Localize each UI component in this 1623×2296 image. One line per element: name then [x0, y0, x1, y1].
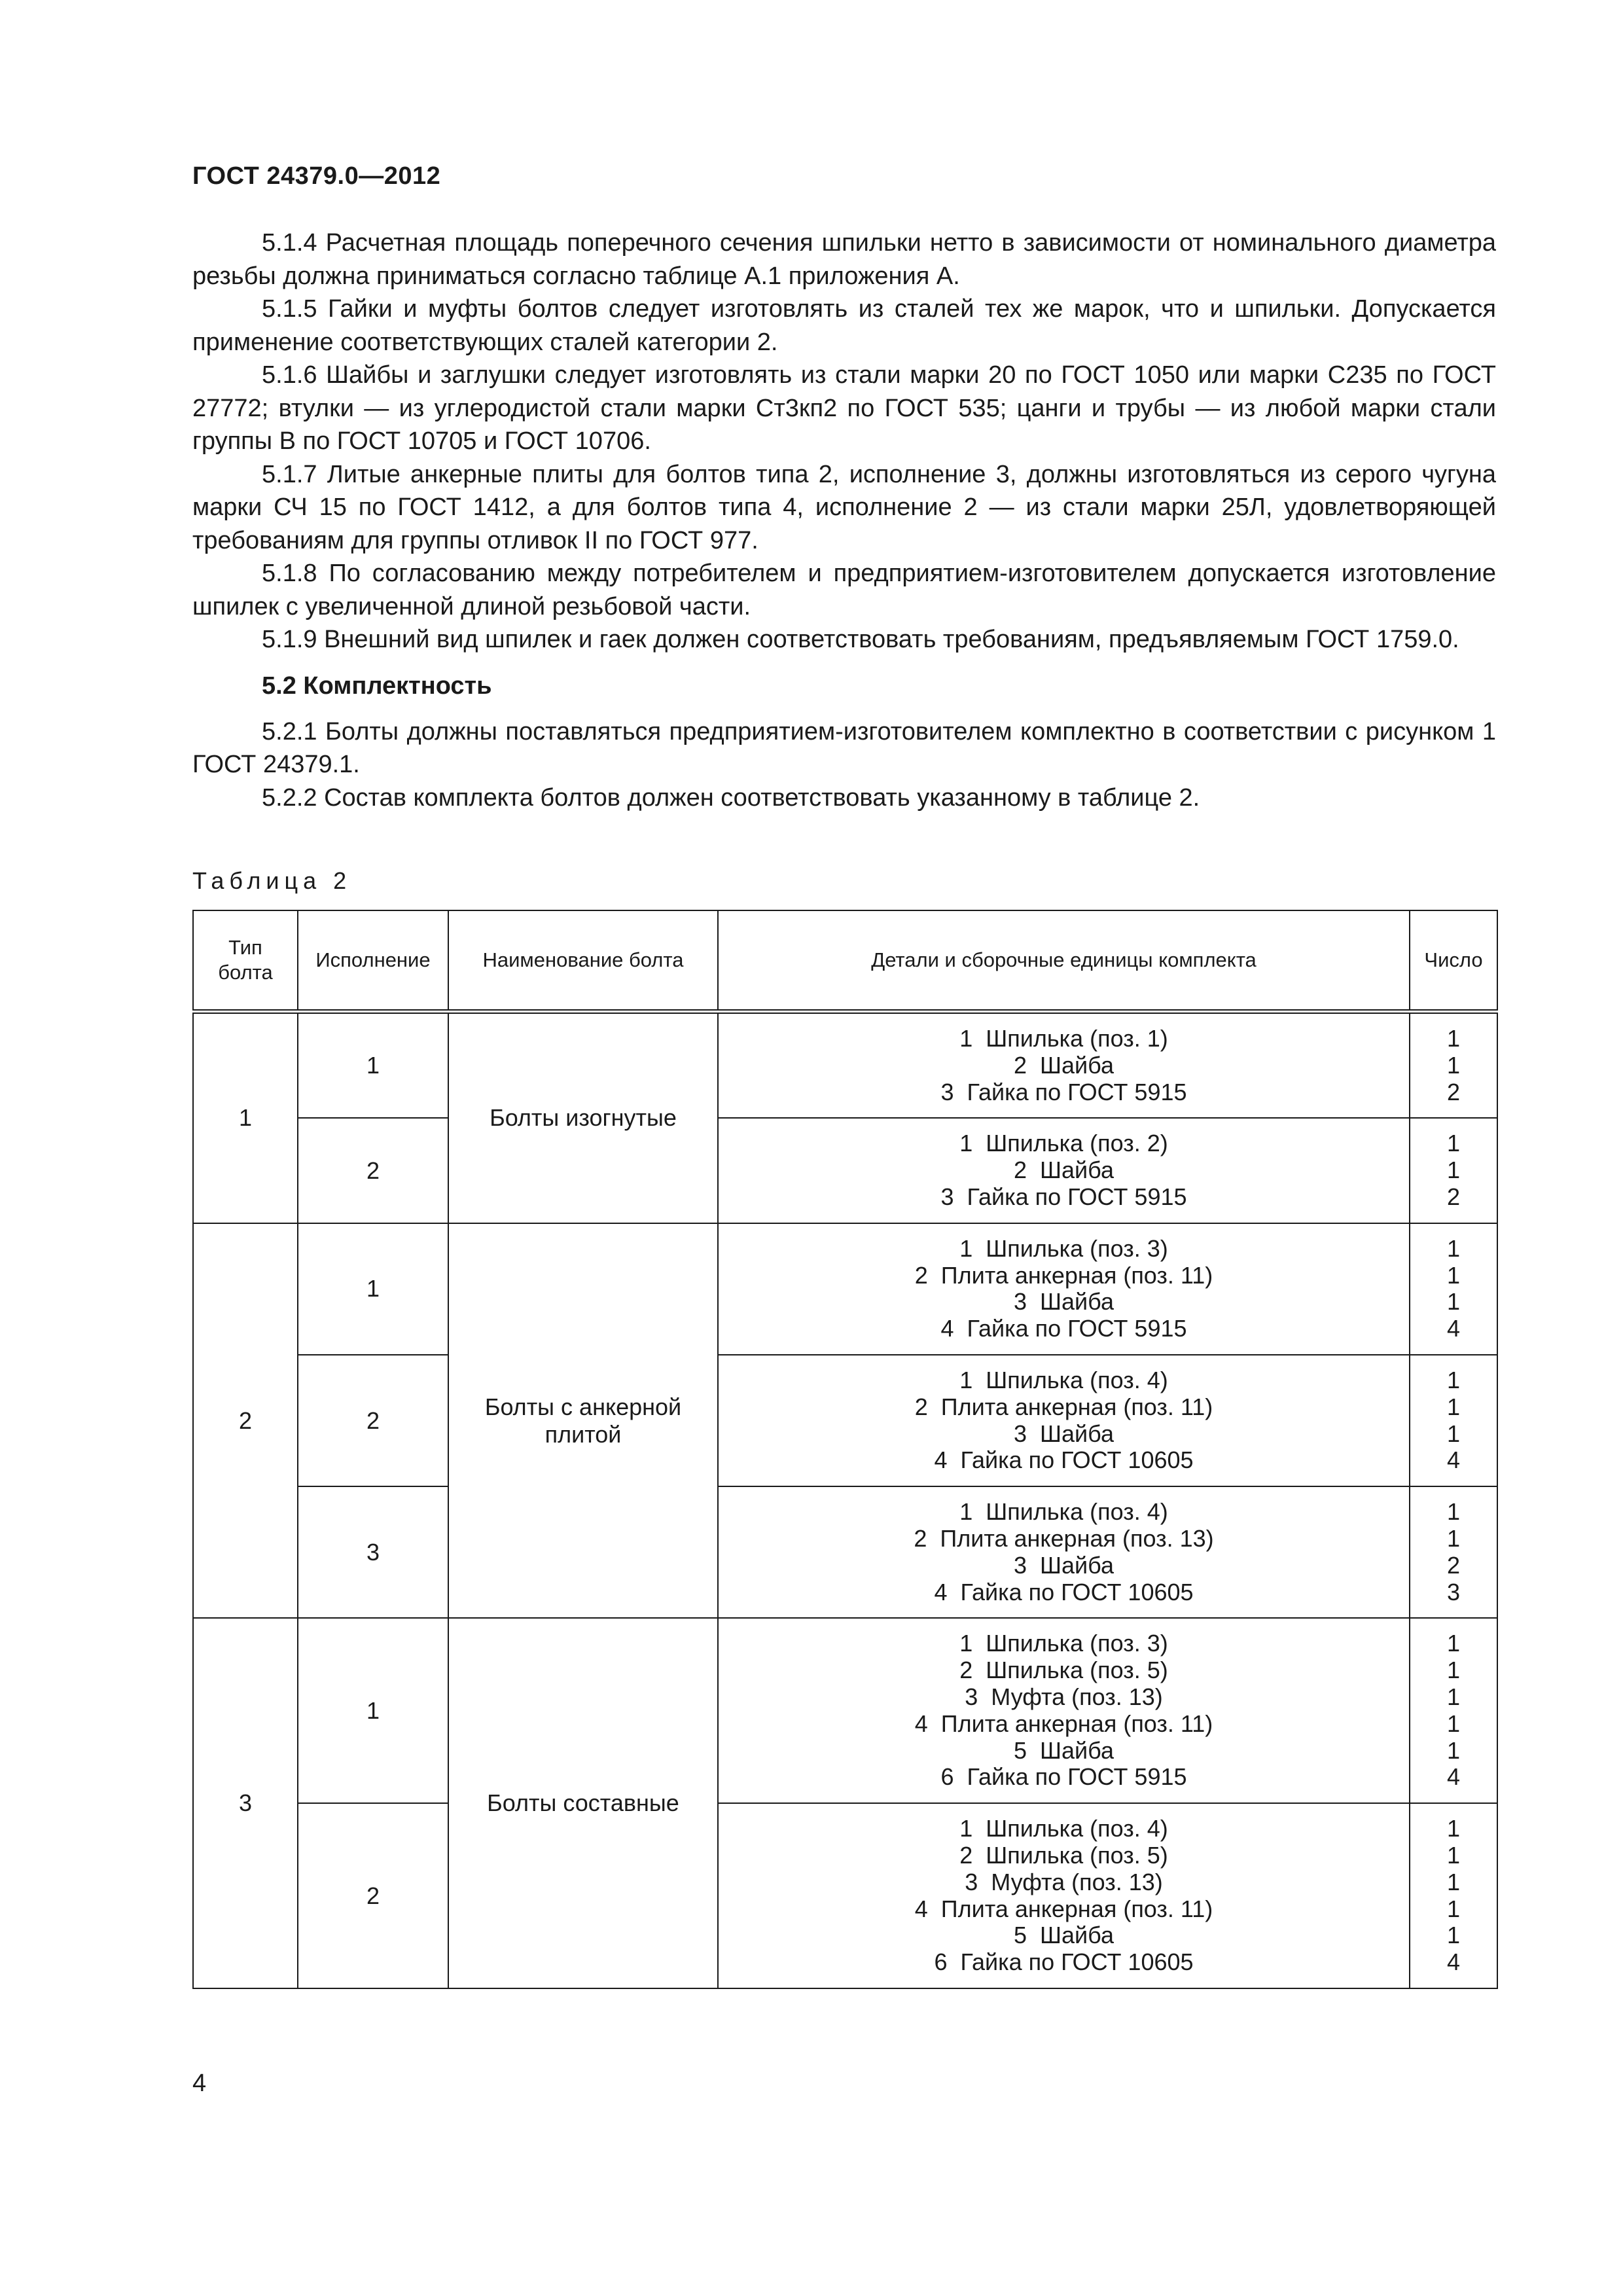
- count-item: 1: [1446, 1841, 1461, 1869]
- cell-bolt-name: Болты изогнутые: [448, 1012, 718, 1223]
- count-item: 1: [1446, 1234, 1461, 1262]
- part-item: 4 Гайка по ГОСТ 10605: [934, 1578, 1194, 1605]
- cell-count: [1410, 1618, 1497, 1803]
- count-item: 1: [1446, 1288, 1461, 1316]
- paragraph-5-1-9: 5.1.9 Внешний вид шпилек и гаек должен соответствовать требованиям, предъявляемым ГОСТ 1759.0.: [262, 626, 1459, 653]
- part-item: 3 Гайка по ГОСТ 5915: [940, 1183, 1187, 1210]
- count-item: 2: [1446, 1078, 1461, 1105]
- count-item: 1: [1446, 1657, 1461, 1684]
- count-item: 4: [1446, 1763, 1461, 1791]
- paragraph-5-2-2: 5.2.2 Состав комплекта болтов должен соответствовать указанному в таблице 2.: [262, 783, 1200, 812]
- table-row: [193, 1618, 1497, 1803]
- count-item: 4: [1446, 1446, 1461, 1474]
- part-item: 4 Гайка по ГОСТ 10605: [934, 1446, 1194, 1474]
- part-item: 6 Гайка по ГОСТ 10605: [934, 1948, 1194, 1976]
- bolt-kit-table: [192, 910, 1498, 1989]
- count-item: 1: [1446, 1393, 1461, 1420]
- cell-count: [1410, 1355, 1497, 1486]
- part-item: 3 Муфта (поз. 13): [965, 1868, 1163, 1895]
- count-item: 1: [1446, 1630, 1461, 1657]
- part-item: 3 Шайба: [1014, 1288, 1114, 1316]
- count-item: 1: [1446, 1261, 1461, 1289]
- cell-version: 2: [298, 1803, 448, 1988]
- cell-version: 3: [298, 1486, 448, 1618]
- body-text: [192, 226, 1496, 814]
- part-item: 6 Гайка по ГОСТ 5915: [940, 1763, 1187, 1791]
- paragraph-5-2-1: 5.2.1 Болты должны поставляться предприятием-изготовителем комплектно в соответствии с рисунком 1 ГОСТ 24379.1.: [192, 717, 1496, 778]
- count-item: 1: [1446, 1524, 1461, 1552]
- cell-parts: [718, 1618, 1410, 1803]
- cell-bolt-name: Болты составные: [448, 1618, 718, 1988]
- part-item: 3 Муфта (поз. 13): [965, 1683, 1163, 1710]
- cell-version: 1: [298, 1223, 448, 1355]
- part-item: 4 Плита анкерная (поз. 11): [914, 1895, 1213, 1922]
- cell-version: 1: [298, 1012, 448, 1119]
- count-item: 2: [1446, 1183, 1461, 1210]
- part-item: 1 Шпилька (поз. 1): [959, 1025, 1168, 1052]
- count-item: 2: [1446, 1551, 1461, 1579]
- paragraph-5-1-7: 5.1.7 Литые анкерные плиты для болтов типа 2, исполнение 3, должны изготовляться из серого чугуна марки СЧ 15 по ГОСТ 1412, а для болтов типа 4, исполнение 2 — из стали марки 25Л, удовлетворяющей требованиям для группы отливок II по ГОСТ 977.: [192, 460, 1496, 554]
- header-version: Исполнение: [298, 910, 448, 1012]
- cell-version: 2: [298, 1118, 448, 1223]
- count-item: 1: [1446, 1815, 1461, 1842]
- cell-parts: [718, 1012, 1410, 1119]
- part-item: 5 Шайба: [1014, 1922, 1114, 1949]
- part-item: 2 Плита анкерная (поз. 13): [914, 1524, 1214, 1552]
- part-item: 1 Шпилька (поз. 2): [959, 1130, 1168, 1157]
- count-item: 1: [1446, 1710, 1461, 1737]
- part-item: 1 Шпилька (поз. 4): [959, 1815, 1168, 1842]
- part-item: 1 Шпилька (поз. 4): [959, 1366, 1168, 1393]
- header-count: Число: [1410, 910, 1497, 1012]
- count-item: 1: [1446, 1683, 1461, 1710]
- part-item: 3 Гайка по ГОСТ 5915: [940, 1078, 1187, 1105]
- part-item: 4 Плита анкерная (поз. 11): [914, 1710, 1213, 1737]
- cell-count: [1410, 1803, 1497, 1988]
- count-item: 1: [1446, 1498, 1461, 1526]
- header-bolt-type: Тип болта: [193, 910, 298, 1012]
- header-kit-parts: Детали и сборочные единицы комплекта: [718, 910, 1410, 1012]
- cell-bolt-type: 2: [193, 1223, 298, 1619]
- cell-count: [1410, 1486, 1497, 1618]
- part-item: 2 Шпилька (поз. 5): [959, 1657, 1168, 1684]
- part-item: 1 Шпилька (поз. 4): [959, 1498, 1168, 1526]
- table-caption: Таблица 2: [192, 867, 352, 894]
- cell-count: [1410, 1223, 1497, 1355]
- section-heading-5-2: 5.2 Комплектность: [262, 672, 492, 700]
- paragraph-5-1-5: 5.1.5 Гайки и муфты болтов следует изготовлять из сталей тех же марок, что и шпильки. Допускается применение соответствующих сталей категории 2.: [192, 295, 1496, 356]
- count-item: 1: [1446, 1157, 1461, 1184]
- table-row: [193, 1803, 1497, 1988]
- table-row: [193, 1486, 1497, 1618]
- cell-bolt-type: 1: [193, 1012, 298, 1223]
- part-item: 3 Шайба: [1014, 1420, 1114, 1447]
- table-row: [193, 1118, 1497, 1223]
- cell-bolt-type: 3: [193, 1618, 298, 1988]
- cell-parts: [718, 1803, 1410, 1988]
- part-item: 2 Шайба: [1014, 1051, 1114, 1079]
- paragraph-5-1-8: 5.1.8 По согласованию между потребителем и предприятием-изготовителем допускается изготовление шпилек с увеличенной длиной резьбовой части.: [192, 560, 1496, 620]
- cell-version: 2: [298, 1355, 448, 1486]
- count-item: 1: [1446, 1420, 1461, 1447]
- cell-count: [1410, 1118, 1497, 1223]
- cell-bolt-name: Болты с анкерной плитой: [448, 1223, 718, 1619]
- part-item: 3 Шайба: [1014, 1551, 1114, 1579]
- part-item: 1 Шпилька (поз. 3): [959, 1234, 1168, 1262]
- cell-parts: [718, 1118, 1410, 1223]
- count-item: 1: [1446, 1922, 1461, 1949]
- count-item: 1: [1446, 1736, 1461, 1764]
- count-item: 4: [1446, 1948, 1461, 1976]
- document-code-header: ГОСТ 24379.0—2012: [192, 162, 441, 190]
- part-item: 4 Гайка по ГОСТ 5915: [940, 1315, 1187, 1342]
- cell-parts: [718, 1223, 1410, 1355]
- table-row: [193, 1012, 1497, 1119]
- count-item: 1: [1446, 1366, 1461, 1393]
- cell-version: 1: [298, 1618, 448, 1803]
- count-item: 1: [1446, 1868, 1461, 1895]
- cell-count: [1410, 1012, 1497, 1119]
- header-bolt-name: Наименование болта: [448, 910, 718, 1012]
- cell-parts: [718, 1486, 1410, 1618]
- part-item: 2 Плита анкерная (поз. 11): [914, 1393, 1213, 1420]
- paragraph-5-1-6: 5.1.6 Шайбы и заглушки следует изготовлять из стали марки 20 по ГОСТ 1050 или марки С235 по ГОСТ 27772; втулки — из углеродистой стали марки Ст3кп2 по ГОСТ 535; цанги и трубы — из любой марки стали группы В по ГОСТ 10705 и ГОСТ 10706.: [192, 361, 1496, 455]
- count-item: 1: [1446, 1130, 1461, 1157]
- count-item: 1: [1446, 1051, 1461, 1079]
- count-item: 1: [1446, 1895, 1461, 1922]
- part-item: 2 Плита анкерная (поз. 11): [914, 1261, 1213, 1289]
- part-item: 2 Шпилька (поз. 5): [959, 1841, 1168, 1869]
- table-row: [193, 1355, 1497, 1486]
- count-item: 3: [1446, 1578, 1461, 1605]
- part-item: 2 Шайба: [1014, 1157, 1114, 1184]
- table-header-row: [193, 910, 1497, 1012]
- count-item: 1: [1446, 1025, 1461, 1052]
- part-item: 1 Шпилька (поз. 3): [959, 1630, 1168, 1657]
- part-item: 5 Шайба: [1014, 1736, 1114, 1764]
- paragraph-5-1-4: 5.1.4 Расчетная площадь поперечного сечения шпильки нетто в зависимости от номинального диаметра резьбы должна приниматься согласно таблице А.1 приложения А.: [192, 229, 1496, 290]
- cell-parts: [718, 1355, 1410, 1486]
- page-number: 4: [192, 2070, 207, 2097]
- table-row: [193, 1223, 1497, 1355]
- count-item: 4: [1446, 1315, 1461, 1342]
